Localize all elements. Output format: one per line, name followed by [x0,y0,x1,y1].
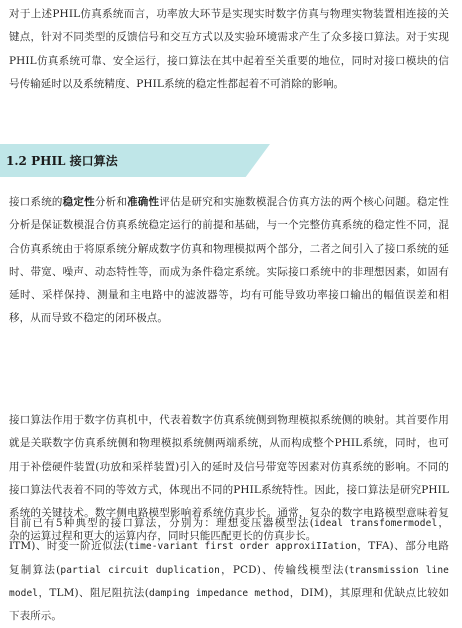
tfa-english: time-variant first order approxiIIation [128,541,357,553]
para2-lead: 接口系统的 [9,196,63,208]
para2-mid: 分析和 [94,196,128,208]
para4-text-1: 目前已有5种典型的接口算法，分别为：理想变压器模型法( [9,517,314,529]
intro-paragraph: 对于上述PHIL仿真系统而言，功率放大环节是实现实时数字仿真与物理实物装置相连接的关键点，针对不同类型的反馈信号和交互方式以及实验环境需求产生了众多接口算法。对于实现PHIL仿真系统可靠、安全运行，接口算法在其中起着至关重要的地位，同时对接口模块的信号传输延时以及系统精度、PHIL系统的稳定性都起着不可消除的影响。 [9,8,449,90]
para4-text-6: ，DIM)，其原理和优缺点比较如下表所示。 [9,586,450,623]
stability-paragraph [9,191,449,331]
itm-english: ideal transfomermodel [313,518,438,529]
para4-text-4: ，PCD)、传输线模型法( [219,563,349,576]
term-accuracy: 准确性 [127,196,160,208]
interface-algorithm-paragraph: 接口算法作用于数字仿真机中，代表着数字仿真系统侧到物理模拟系统侧的映射。其首要作用就是关联数字仿真系统侧和物理模拟系统侧两端系统，从而构成整个PHIL系统，同时，也可用于补偿硬件装置(功放和采样装置)引入的延时及信号带宽等因素对仿真系统的影响。不同的接口算法代表着不同的等效方式，体现出不同的PHIL系统特性。因此，接口算法是研究PHIL系统的关键技术。数字侧电路模型影响着系统仿真步长。通常，复杂的数字电路模型意味着复杂的运算过程和更大的运算内存，同时只能匹配更长的仿真步长。 [9,414,449,543]
para2-rest: 评估是研究和实施数模混合仿真方法的两个核心问题。稳定性分析是保证数模混合仿真系统稳定运行的前提和基础，与一个完整仿真系统的稳定性不同，混合仿真系统由于将原系统分解成数字仿真和物理模拟两个部分，二者之间引入了接口系统的延时、带宽、噪声、动态特性等，而成为条件稳定系统。实际接口系统中的非理想因素，如固有延时、采样保持、测量和主电路中的滤波器等，均有可能导致功率接口输出的幅值误差和相移，从而导致不稳定的闭环极点。 [9,196,449,325]
section-title: PHIL 接口算法 [31,154,118,168]
term-stability: 稳定性 [62,196,95,208]
para4-text-5: ，TLM)、阻尼阻抗法( [38,586,149,599]
section-heading [6,152,118,169]
pcd-english: partial circuit duplication [60,564,220,576]
para4-text-3: ，TFA)、部分电路复制算法( [9,540,449,576]
tlm-english: transmission line model [9,564,449,599]
algorithm-list-paragraph [9,512,449,628]
dim-english: damping impedance method [148,587,290,599]
section-number: 1.2 [6,154,27,168]
para4-text-2: ，ITM)、时变一阶近似法( [9,517,449,553]
